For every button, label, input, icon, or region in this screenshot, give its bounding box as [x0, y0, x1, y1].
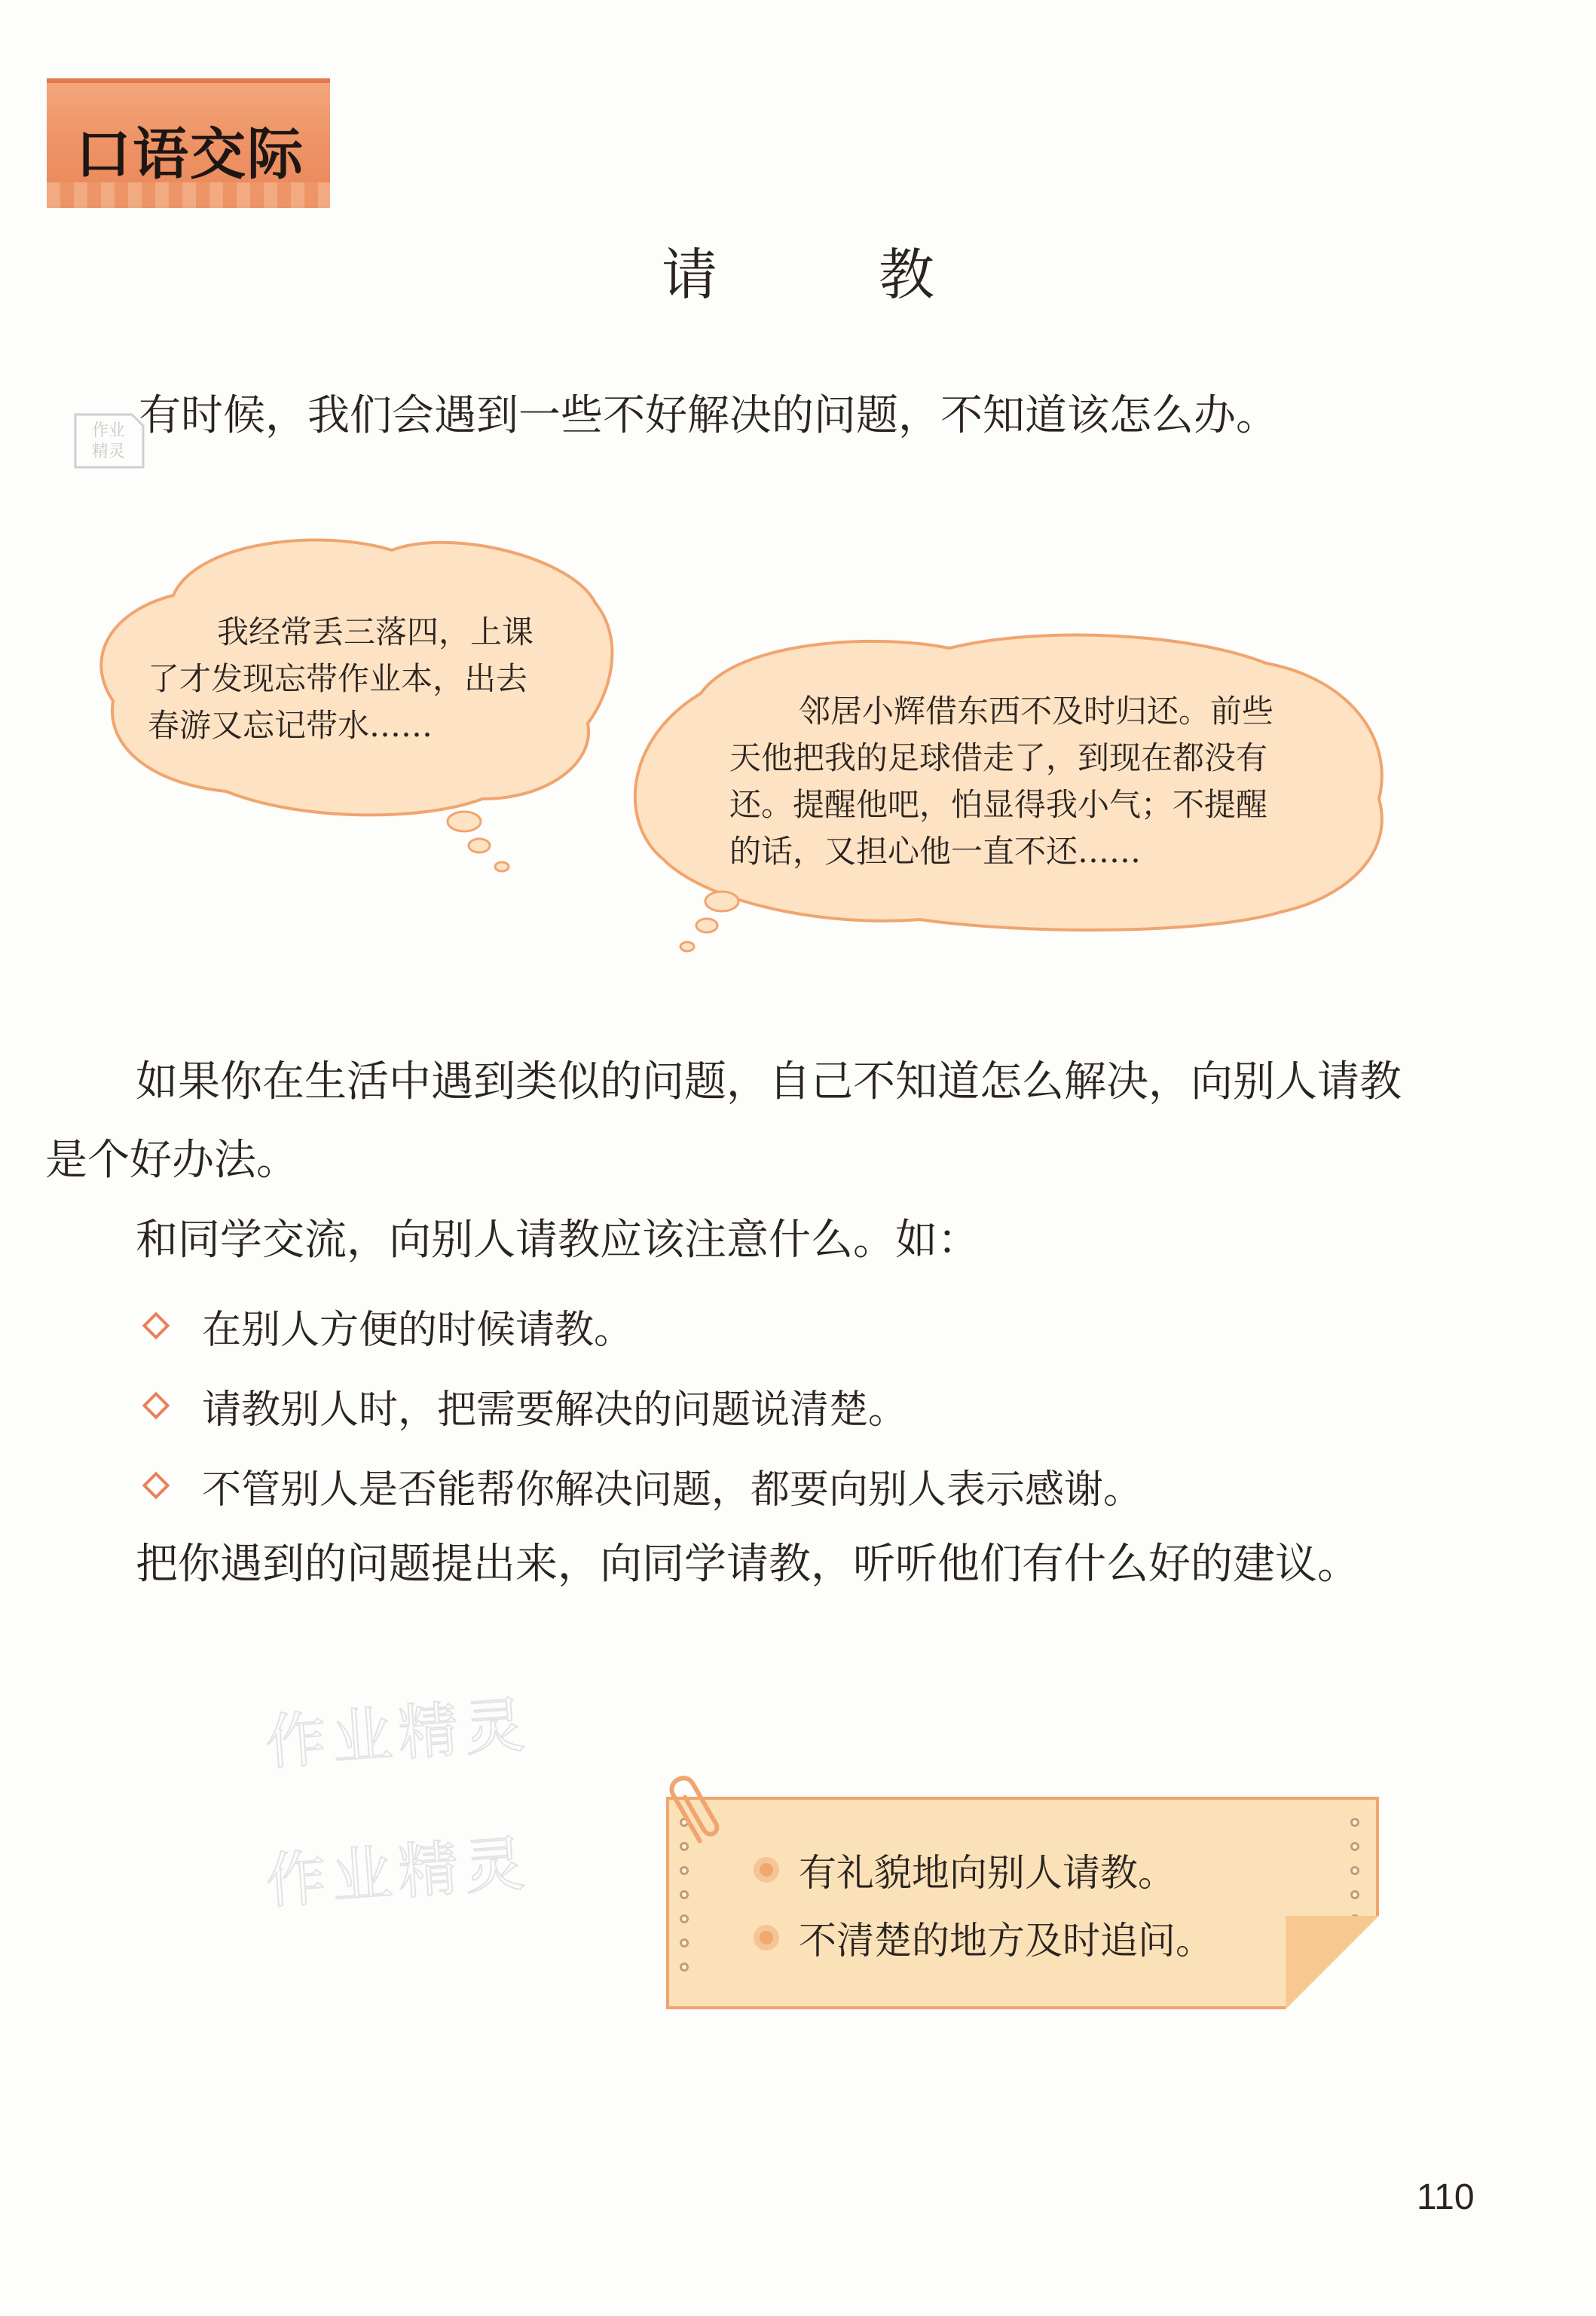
note-item-text: 有礼貌地向别人请教。 [799, 1851, 1176, 1895]
bubble-right-dot-2 [696, 919, 717, 932]
bubble-right-dot-3 [680, 942, 694, 951]
lesson-title: 请 教 [662, 243, 987, 307]
bubble-right-line-1: 邻居小辉借东西不及时归还。前些 [799, 693, 1274, 730]
paragraph-4: 把你遇到的问题提出来，向同学请教，听听他们有什么好的建议。 [136, 1540, 1359, 1589]
list-item [140, 1286, 1142, 1366]
paperclip-icon [668, 1762, 728, 1852]
bubble-left-line-3: 春游又忘记带水…… [148, 707, 433, 744]
bubble-right-line-3: 还。提醒他吧，怕显得我小气；不提醒 [729, 786, 1268, 823]
diamond-bullet-icon [142, 1312, 170, 1340]
paragraph-2: 如果你在生活中遇到类似的问题，自己不知道怎么解决，向别人请教是个好办法。 [45, 1057, 1402, 1185]
bubble-right-line-2: 天他把我的足球借走了，到现在都没有 [729, 739, 1268, 776]
list-item [140, 1446, 1142, 1525]
bubble-left-dot-1 [448, 812, 481, 831]
watermark: 作业精灵 [263, 1689, 534, 1779]
stamp-text-2: 精灵 [92, 442, 126, 461]
intro-paragraph: 有时候，我们会遇到一些不好解决的问题，不知道该怎么办。 [139, 391, 1278, 440]
note-item-text: 不清楚的地方及时追问。 [799, 1919, 1213, 1963]
bubble-left-dot-2 [469, 839, 490, 852]
tips-list [140, 1286, 1142, 1525]
note-item [754, 1904, 1213, 1972]
paragraph-3: 和同学交流，向别人请教应该注意什么。如： [136, 1216, 980, 1265]
tip-text: 不管别人是否能帮你解决问题，都要向别人表示感谢。 [202, 1467, 1143, 1513]
diamond-bullet-icon [142, 1392, 170, 1420]
circle-bullet-icon [754, 1857, 779, 1883]
tip-text: 请教别人时，把需要解决的问题说清楚。 [202, 1387, 908, 1433]
section-tag-label: 口语交际 [75, 122, 304, 187]
bubble-left-dot-3 [495, 862, 509, 871]
stamp-text-1: 作业 [92, 421, 126, 440]
page-curl [1286, 1916, 1379, 2009]
tip-text: 在别人方便的时候请教。 [202, 1307, 634, 1353]
watermark: 作业精灵 [263, 1828, 534, 1917]
bubble-left-text [148, 609, 592, 749]
list-item [140, 1366, 1142, 1446]
circle-bullet-icon [754, 1925, 779, 1950]
tip-note [666, 1797, 1379, 2009]
note-items [754, 1836, 1213, 1972]
page-number: 110 [1417, 2177, 1475, 2217]
note-item [754, 1836, 1213, 1904]
bubble-left-line-2: 了才发现忘带作业本，出去 [148, 660, 528, 697]
bubble-right-text [729, 688, 1332, 875]
bubble-right-dot-1 [705, 892, 738, 911]
bubble-right-line-4: 的话，又担心他一直不还…… [729, 833, 1142, 870]
bubble-left-line-1: 我经常丢三落四，上课 [217, 613, 534, 650]
diamond-bullet-icon [142, 1472, 170, 1500]
